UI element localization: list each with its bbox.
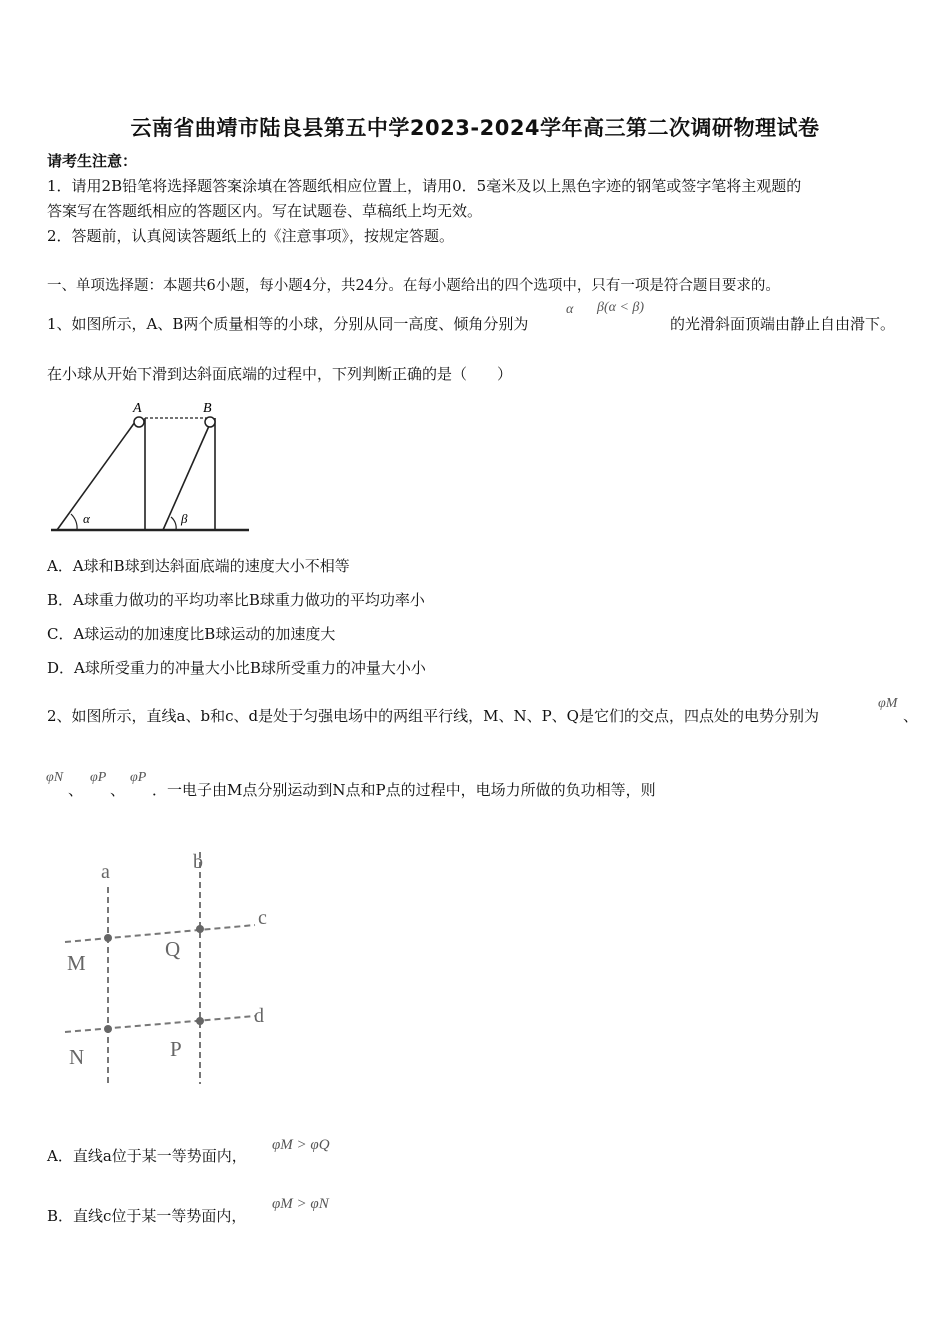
notice-item-1-line-2: 答案写在答题纸相应的答题区内。写在试题卷、草稿纸上均无效。	[47, 202, 483, 220]
q1-math-beta-condition: β(α < β)	[597, 300, 645, 315]
line-d	[65, 1016, 255, 1032]
q2-phi-p: φP	[90, 770, 107, 785]
label-point-m: M	[67, 951, 86, 975]
angle-alpha-label: α	[83, 511, 90, 526]
q1-incline-figure	[45, 396, 255, 538]
q2-option-b-math: φM > φN	[272, 1196, 329, 1212]
notice-item-2: 2．答题前，认真阅读答题纸上的《注意事项》，按规定答题。	[47, 227, 455, 245]
q1-stem-line-1	[47, 314, 528, 334]
angle-beta-label: β	[181, 511, 188, 526]
q1-stem-part-1: 1、如图所示，A、B两个质量相等的小球，分别从同一高度、倾角分别为	[47, 315, 529, 333]
incline-a	[57, 422, 135, 530]
q1-option-a: A．A球和B球到达斜面底端的速度大小不相等	[47, 557, 350, 575]
label-point-q: Q	[165, 937, 181, 961]
q1-math-alpha: α	[566, 302, 574, 317]
ball-b	[205, 417, 215, 427]
line-c	[65, 925, 255, 942]
q2-separator-3: 、	[110, 781, 126, 799]
q2-option-b-text: B．直线c位于某一等势面内，	[47, 1207, 247, 1225]
q2-option-a-math: φM > φQ	[272, 1137, 330, 1153]
point-m	[104, 934, 112, 942]
label-line-a: a	[101, 861, 110, 883]
label-a: A	[133, 401, 142, 416]
label-line-c: c	[258, 907, 267, 929]
q2-phi-p-2: φP	[130, 770, 147, 785]
angle-beta-arc	[171, 517, 176, 530]
q1-option-d: D．A球所受重力的冲量大小比B球所受重力的冲量大小小	[47, 659, 426, 677]
q1-stem-part-2: 的光滑斜面顶端由静止自由滑下。	[670, 315, 896, 333]
q2-stem-part-1: 2、如图所示，直线a、b和c、d是处于匀强电场中的两组平行线，M、N、P、Q是它们的交点，四点处的电势分别为	[47, 707, 819, 725]
angle-alpha-arc	[71, 514, 77, 530]
notice-heading: 请考生注意：	[47, 152, 138, 170]
notice-item-1-line-1: 1．请用2B铅笔将选择题答案涂填在答题纸相应位置上，请用0．5毫米及以上黑色字迹的钢笔或签字笔将主观题的	[47, 177, 802, 195]
q1-option-c: C．A球运动的加速度比B球运动的加速度大	[47, 625, 336, 643]
label-b: B	[203, 401, 212, 416]
q2-option-a-text: A．直线a位于某一等势面内，	[47, 1147, 247, 1165]
label-line-b: b	[193, 851, 203, 873]
point-n	[104, 1025, 112, 1033]
label-point-p: P	[170, 1037, 182, 1061]
q2-separator-2: 、	[68, 781, 84, 799]
section-1-heading: 一、单项选择题：本题共6小题，每小题4分，共24分。在每小题给出的四个选项中，只有一项是符合题目要求的。	[47, 278, 780, 294]
q1-option-b: B．A球重力做功的平均功率比B球重力做功的平均功率小	[47, 591, 425, 609]
point-q	[196, 925, 204, 933]
label-point-n: N	[69, 1045, 85, 1069]
label-line-d: d	[254, 1005, 264, 1027]
page-title: 云南省曲靖市陆良县第五中学2023-2024学年高三第二次调研物理试卷	[130, 116, 820, 140]
q2-phi-n: φN	[46, 770, 64, 785]
ball-a	[134, 417, 144, 427]
q2-phi-m: φM	[878, 696, 898, 711]
q1-stem-line-2: 在小球从开始下滑到达斜面底端的过程中，下列判断正确的是（ ）	[47, 365, 513, 383]
q2-separator-1: 、	[903, 707, 919, 725]
q2-stem-part-2: ．一电子由M点分别运动到N点和P点的过程中，电场力所做的负功相等，则	[152, 781, 656, 799]
q2-field-figure	[55, 842, 290, 1090]
point-p	[196, 1017, 204, 1025]
